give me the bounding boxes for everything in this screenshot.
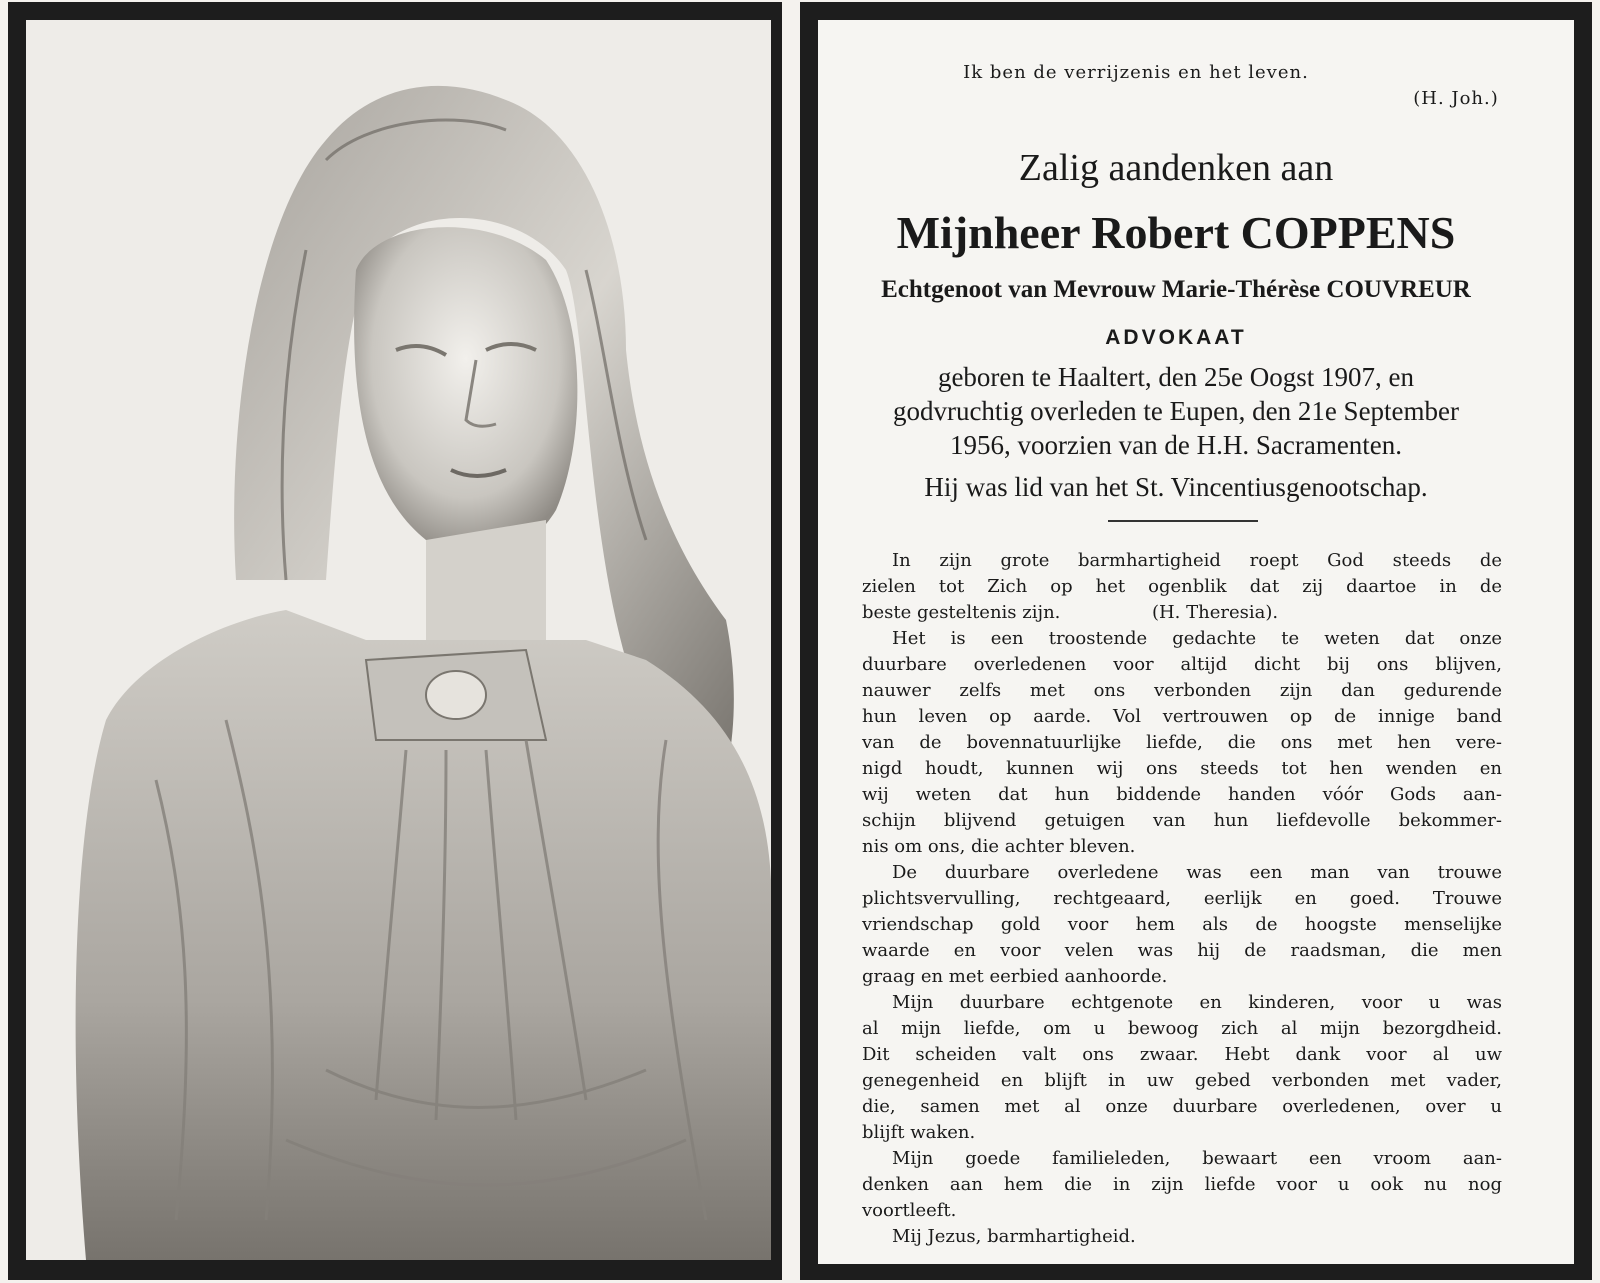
paragraph-line: De duurbare overledene was een man van trouwe	[892, 862, 1502, 883]
paragraph-line: In zijn grote barmhartigheid roept God steeds de	[892, 550, 1502, 571]
profession: ADVOKAAT	[1105, 326, 1247, 349]
paragraph-line: die, samen met al onze duurbare overledenen, over u	[862, 1096, 1502, 1117]
birth-line: geboren te Haaltert, den 25e Oogst 1907, en	[937, 362, 1415, 392]
paragraph-line: al mijn liefde, om u bewoog zich al mijn bezorgdheid.	[862, 1018, 1502, 1039]
paragraph-line: plichtsvervulling, rechtgeaard, eerlijk en goed. Trouwe	[862, 888, 1502, 909]
divider	[1108, 520, 1258, 522]
heading: Zalig aandenken aan	[1018, 147, 1334, 189]
madonna-statue-image	[26, 20, 771, 1260]
death-line: godvruchtig overleden te Eupen, den 21e September	[892, 396, 1460, 426]
motto-source: (H. Joh.)	[1413, 88, 1499, 109]
paragraph-line: hun leven op aarde. Vol vertrouwen op de innige band	[862, 706, 1502, 727]
paragraph-line: wij weten dat hun biddende handen vóór Gods aan-	[862, 784, 1502, 805]
paragraph-line: waarde en voor velen was hij de raadsman, die men	[862, 940, 1502, 961]
deceased-name: Mijnheer Robert COPPENS	[896, 207, 1456, 258]
paragraph-line: graag en met eerbied aanhoorde.	[862, 966, 1168, 987]
paragraph-line: Mijn duurbare echtgenote en kinderen, voor u was	[892, 992, 1502, 1013]
paragraph-line: blijft waken.	[862, 1122, 976, 1143]
sacraments-line: 1956, voorzien van de H.H. Sacramenten.	[949, 430, 1403, 460]
motto: Ik ben de verrijzenis en het leven.	[963, 62, 1309, 83]
paragraph-line: genegenheid en blijft in uw gebed verbonden met vader,	[862, 1070, 1502, 1091]
spouse-line: Echtgenoot van Mevrouw Marie-Thérèse COUVREUR	[881, 276, 1471, 303]
closing-prayer: Mij Jezus, barmhartigheid.	[892, 1226, 1136, 1247]
prayer-text	[862, 548, 1502, 1250]
paragraph-line: nis om ons, die achter bleven.	[862, 836, 1136, 857]
paragraph-line: duurbare overledenen voor altijd dicht bij ons blijven,	[862, 654, 1502, 675]
memorial-text-card	[818, 20, 1574, 1264]
paragraph-line: zielen tot Zich op het ogenblik dat zij daartoe in de	[862, 576, 1502, 597]
madonna-statue-photo	[26, 20, 771, 1260]
paragraph-line: Mijn goede familieleden, bewaart een vroom aan-	[892, 1148, 1502, 1169]
paragraph-line: voortleeft.	[862, 1200, 957, 1221]
paragraph-line: nigd houdt, kunnen wij ons steeds tot hen wenden en	[862, 758, 1502, 779]
paragraph-line: Het is een troostende gedachte te weten dat onze	[892, 628, 1502, 649]
text-card-border	[800, 2, 1592, 1280]
paragraph-line: schijn blijvend getuigen van hun liefdevolle bekommer-	[862, 810, 1502, 831]
paragraph-line: van de bovennatuurlijke liefde, die ons met hen vere-	[862, 732, 1502, 753]
paragraph-line: beste gesteltenis zijn. (H. Theresia).	[862, 602, 1279, 623]
paragraph-line: denken aan hem die in zijn liefde voor u ook nu nog	[862, 1174, 1502, 1195]
photo-card-border	[8, 2, 782, 1280]
paragraph-line: Dit scheiden valt ons zwaar. Hebt dank voor al uw	[862, 1044, 1502, 1065]
paragraph-line: nauwer zelfs met ons verbonden zijn dan gedurende	[862, 680, 1502, 701]
membership-line: Hij was lid van het St. Vincentiusgenootschap.	[924, 472, 1428, 502]
paragraph-line: vriendschap gold voor hem als de hoogste menselijke	[862, 914, 1502, 935]
